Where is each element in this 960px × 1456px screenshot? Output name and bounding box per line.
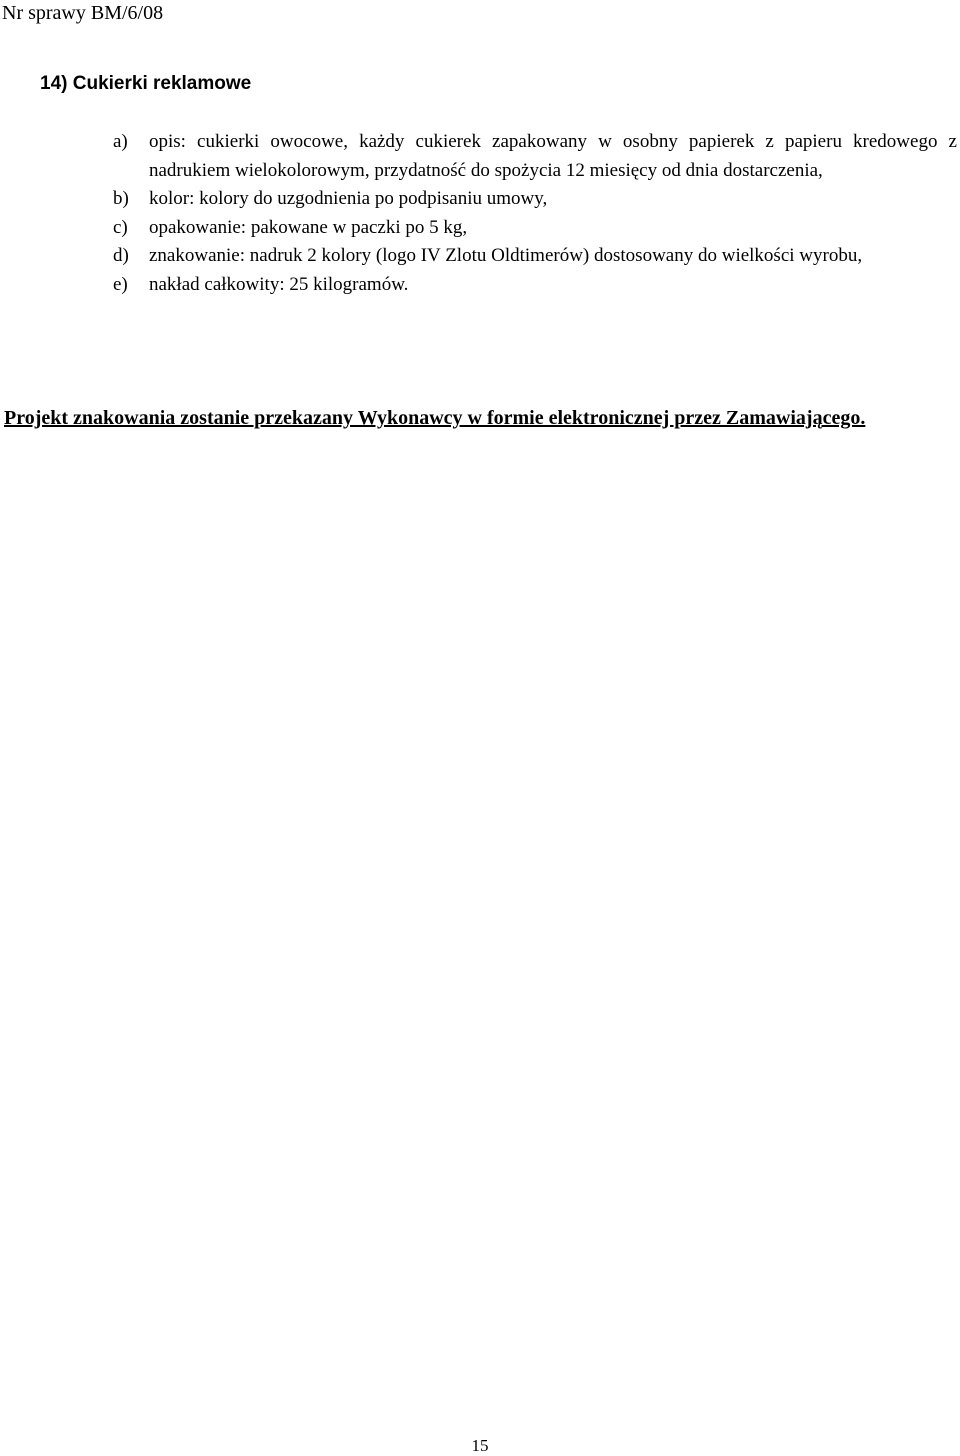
- list-item-text: znakowanie: nadruk 2 kolory (logo IV Zlotu Oldtimerów) dostosowany do wielkości wyrobu,: [149, 245, 863, 266]
- list-item: [113, 185, 957, 214]
- list-item-text: opakowanie: pakowane w paczki po 5 kg,: [149, 216, 468, 238]
- list-item-marker: e): [113, 273, 128, 295]
- section-title: 14) Cukierki reklamowe: [40, 73, 252, 94]
- list-item: [113, 271, 957, 300]
- list-item-marker: c): [113, 216, 128, 238]
- list-item: [113, 242, 957, 271]
- specification-list: [113, 128, 957, 299]
- list-item-text: opis: cukierki owocowe, każdy cukierek zapakowany w osobny papierek z papieru kredowego z nadrukiem wielokolorowym, przydatność do spożycia 12 miesięcy od dnia dostarczenia,: [149, 131, 957, 181]
- case-number-header: Nr sprawy BM/6/08: [2, 2, 164, 24]
- list-item: [113, 214, 957, 243]
- list-item-marker: d): [113, 245, 129, 266]
- list-item-marker: a): [113, 131, 128, 152]
- list-item-marker: b): [113, 188, 129, 209]
- list-item-text: kolor: kolory do uzgodnienia po podpisaniu umowy,: [149, 188, 548, 209]
- page-number: 15: [471, 1436, 489, 1455]
- marking-design-notice: Projekt znakowania zostanie przekazany Wykonawcy w formie elektronicznej przez Zamawiającego.: [4, 407, 866, 429]
- list-item: [113, 128, 957, 185]
- list-item-text: nakład całkowity: 25 kilogramów.: [149, 273, 409, 295]
